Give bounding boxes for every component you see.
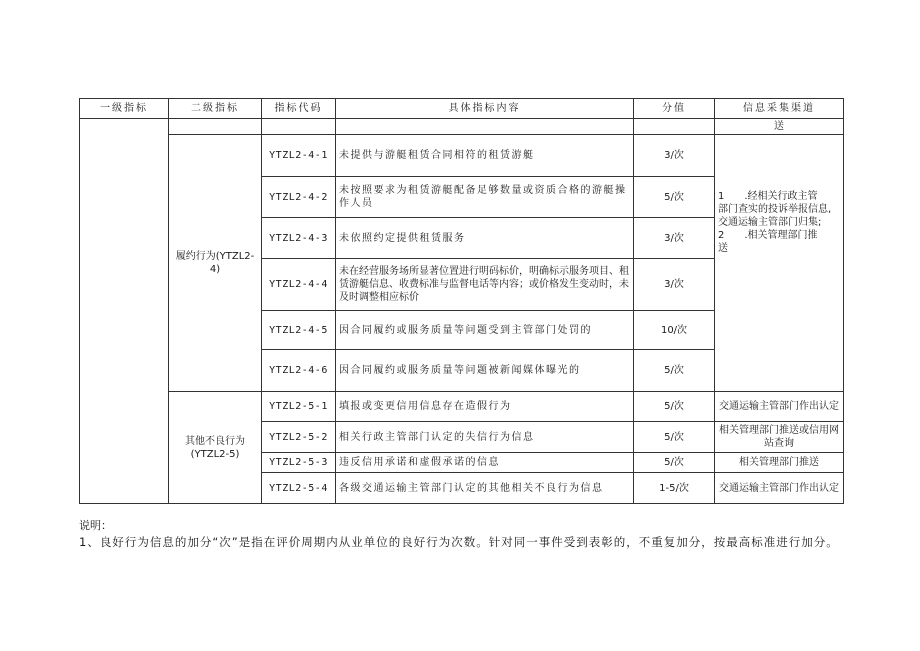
indicator-code: YTZL2-4-3 [262,218,336,259]
notes-title: 说明： [79,519,112,532]
indicator-code: YTZL2-4-5 [262,311,336,350]
indicator-channel: 相关管理部门推送 [715,453,844,473]
channel-performance [715,135,844,392]
indicator-code: YTZL2-4-1 [262,135,336,177]
channel-line: 部门查实的投诉举报信息, [718,204,832,215]
indicator-content: 填报或变更信用信息存在造假行为 [336,392,634,422]
indicator-code: YTZL2-4-6 [262,350,336,392]
cell-empty [169,119,262,135]
indicator-content: 未提供与游艇租赁合同相符的租赁游艇 [336,135,634,177]
table-row [80,392,844,422]
cell-empty [634,119,715,135]
indicator-score: 5/次 [634,392,715,422]
indicator-content: 因合同履约或服务质量等问题受到主管部门处罚的 [336,311,634,350]
channel-line: 送 [718,243,728,254]
second-level-other-bad: 其他不良行为(YTZL2-5) [169,392,262,504]
cell-empty [262,119,336,135]
channel-line: 2 .相关管理部门推 [718,230,818,241]
indicator-code: YTZL2-4-4 [262,259,336,311]
channel-line: 交通运输主管部门归集; [718,217,822,228]
indicator-content: 未按照要求为租赁游艇配备足够数量或资质合格的游艇操作人员 [336,177,634,218]
indicator-score: 3/次 [634,218,715,259]
indicator-content: 违反信用承诺和虚假承诺的信息 [336,453,634,473]
indicator-content: 因合同履约或服务质量等问题被新闻媒体曝光的 [336,350,634,392]
indicator-code: YTZL2-5-4 [262,473,336,504]
header-score: 分值 [634,99,715,119]
header-second-level: 二级指标 [169,99,262,119]
indicator-score: 5/次 [634,453,715,473]
table-row [80,135,844,177]
header-code: 指标代码 [262,99,336,119]
indicator-score: 3/次 [634,259,715,311]
cell-empty [336,119,634,135]
indicator-content: 各级交通运输主管部门认定的其他相关不良行为信息 [336,473,634,504]
indicator-score: 3/次 [634,135,715,177]
notes-section [79,517,839,551]
indicator-channel: 交通运输主管部门作出认定 [715,473,844,504]
indicator-content: 未在经营服务场所显著位置进行明码标价，明确标示服务项目、租赁游艇信息、收费标准与监督电话等内容；或价格发生变动时，未及时调整相应标价 [336,259,634,311]
table-row [80,119,844,135]
header-channel: 信息采集渠道 [715,99,844,119]
indicator-code: YTZL2-5-2 [262,422,336,453]
second-level-performance: 履约行为(YTZL2-4) [169,135,262,392]
indicator-score: 5/次 [634,177,715,218]
first-level-cell [80,119,169,504]
header-content: 具体指标内容 [336,99,634,119]
indicator-content: 相关行政主管部门认定的失信行为信息 [336,422,634,453]
indicator-content: 未依照约定提供租赁服务 [336,218,634,259]
header-first-level: 一级指标 [80,99,169,119]
indicator-channel: 交通运输主管部门作出认定 [715,392,844,422]
indicator-code: YTZL2-5-1 [262,392,336,422]
indicator-code: YTZL2-5-3 [262,453,336,473]
indicator-score: 1-5/次 [634,473,715,504]
indicator-code: YTZL2-4-2 [262,177,336,218]
indicator-score: 5/次 [634,422,715,453]
carry-over-channel: 送 [715,119,844,135]
indicator-score: 5/次 [634,350,715,392]
table-header-row [80,99,844,119]
indicator-channel: 相关管理部门推送或信用网站查询 [715,422,844,453]
notes-item-1: 1、良好行为信息的加分“次”是指在评价周期内从业单位的良好行为次数。针对同一事件受到表彰的，不重复加分，按最高标准进行加分。 [79,535,839,549]
indicator-score: 10/次 [634,311,715,350]
channel-line: 1 .经相关行政主管 [718,191,818,202]
indicator-table [79,98,844,504]
